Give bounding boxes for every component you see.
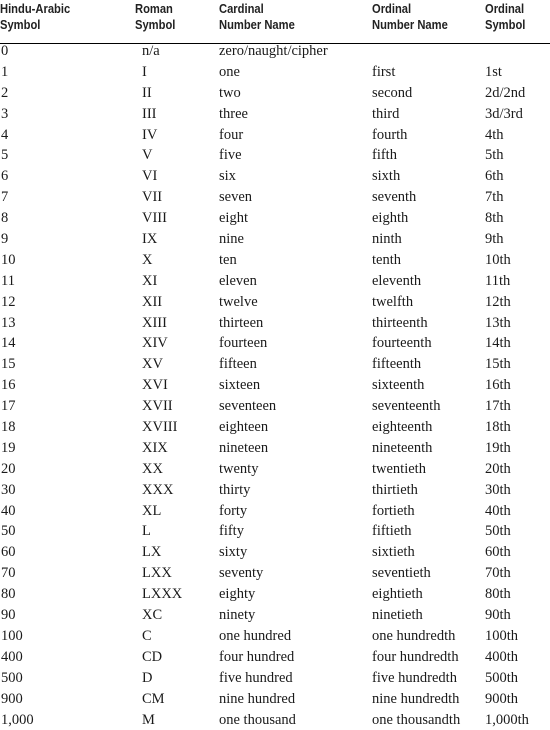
ordinal-symbol-cell: 13th [485,313,511,334]
table-row [0,396,550,417]
ordinal-name-cell: ninetieth [372,605,423,626]
hindu-arabic-cell: 5 [1,145,8,166]
roman-cell: LXX [142,563,172,584]
table-row [0,166,550,187]
table-row [0,501,550,522]
ordinal-name-cell: nine hundredth [372,689,459,710]
ordinal-name-cell: first [372,62,395,83]
roman-cell: D [142,668,152,689]
ordinal-symbol-cell: 4th [485,125,504,146]
table-row [0,647,550,668]
cardinal-cell: zero/naught/cipher [219,41,328,62]
table-row [0,313,550,334]
ordinal-name-cell: ninth [372,229,402,250]
ordinal-symbol-cell: 30th [485,480,511,501]
table-row [0,292,550,313]
roman-cell: II [142,83,152,104]
ordinal-symbol-cell: 500th [485,668,518,689]
header-line: Number Name [372,17,448,33]
table-row [0,145,550,166]
ordinal-symbol-cell: 3d/3rd [485,104,523,125]
roman-cell: LX [142,542,161,563]
roman-cell: n/a [142,41,160,62]
ordinal-symbol-cell: 10th [485,250,511,271]
hindu-arabic-cell: 15 [1,354,16,375]
ordinal-symbol-cell: 9th [485,229,504,250]
hindu-arabic-cell: 400 [1,647,23,668]
cardinal-cell: seventy [219,563,263,584]
roman-cell: XVII [142,396,173,417]
table-row [0,125,550,146]
roman-cell: XVI [142,375,168,396]
table-row [0,668,550,689]
ordinal-symbol-cell: 15th [485,354,511,375]
roman-cell: X [142,250,152,271]
ordinal-symbol-cell: 8th [485,208,504,229]
ordinal-name-cell: eleventh [372,271,421,292]
hindu-arabic-cell: 2 [1,83,8,104]
ordinal-name-cell: fortieth [372,501,415,522]
hindu-arabic-cell: 9 [1,229,8,250]
table-header [0,0,550,44]
cardinal-cell: six [219,166,236,187]
ordinal-symbol-cell: 12th [485,292,511,313]
table-row [0,563,550,584]
roman-cell: XX [142,459,163,480]
ordinal-name-cell: tenth [372,250,401,271]
cardinal-cell: five [219,145,242,166]
hindu-arabic-cell: 50 [1,521,16,542]
roman-cell: III [142,104,157,125]
ordinal-name-cell: eighteenth [372,417,432,438]
ordinal-symbol-cell: 80th [485,584,511,605]
ordinal-name-cell: nineteenth [372,438,432,459]
hindu-arabic-cell: 12 [1,292,16,313]
hindu-arabic-cell: 30 [1,480,16,501]
table-row [0,480,550,501]
ordinal-symbol-cell: 20th [485,459,511,480]
cardinal-cell: four hundred [219,647,294,668]
cardinal-cell: fifteen [219,354,257,375]
roman-cell: XV [142,354,163,375]
ordinal-name-cell: fourteenth [372,333,432,354]
table-row [0,521,550,542]
hindu-arabic-cell: 100 [1,626,23,647]
ordinal-name-cell: fifteenth [372,354,421,375]
header-line: Symbol [135,17,175,33]
ordinal-symbol-cell: 90th [485,605,511,626]
roman-cell: IV [142,125,157,146]
roman-cell: XIX [142,438,168,459]
ordinal-symbol-cell: 50th [485,521,511,542]
ordinal-symbol-cell: 17th [485,396,511,417]
hindu-arabic-cell: 900 [1,689,23,710]
cardinal-cell: nine hundred [219,689,295,710]
hindu-arabic-cell: 18 [1,417,16,438]
cardinal-cell: sixty [219,542,247,563]
cardinal-cell: seven [219,187,252,208]
cardinal-cell: fourteen [219,333,267,354]
header-line: Ordinal [485,1,525,17]
ordinal-name-cell: fifth [372,145,397,166]
cardinal-cell: fifty [219,521,244,542]
table-row [0,542,550,563]
ordinal-name-cell: seventh [372,187,416,208]
cardinal-cell: eighty [219,584,255,605]
header-line: Hindu-Arabic [0,1,70,17]
table-row [0,417,550,438]
cardinal-cell: twelve [219,292,258,313]
ordinal-name-cell: eighth [372,208,408,229]
hindu-arabic-cell: 8 [1,208,8,229]
table-row [0,104,550,125]
cardinal-cell: one [219,62,240,83]
roman-cell: I [142,62,147,83]
hindu-arabic-cell: 13 [1,313,16,334]
table-row [0,438,550,459]
hindu-arabic-cell: 10 [1,250,16,271]
header-line: Number Name [219,17,295,33]
roman-cell: VI [142,166,157,187]
table-row [0,626,550,647]
cardinal-cell: eleven [219,271,257,292]
ordinal-name-cell: third [372,104,399,125]
hindu-arabic-cell: 90 [1,605,16,626]
roman-cell: V [142,145,152,166]
header-line: Roman [135,1,175,17]
roman-cell: XIII [142,313,167,334]
cardinal-cell: nineteen [219,438,268,459]
ordinal-symbol-cell: 60th [485,542,511,563]
number-names-table [0,0,550,44]
cardinal-cell: sixteen [219,375,260,396]
ordinal-name-cell: sixth [372,166,400,187]
cardinal-cell: ten [219,250,237,271]
hindu-arabic-cell: 1 [1,62,8,83]
hindu-arabic-cell: 0 [1,41,8,62]
cardinal-cell: forty [219,501,247,522]
roman-cell: CD [142,647,162,668]
hindu-arabic-cell: 7 [1,187,8,208]
header-line: Symbol [0,17,70,33]
ordinal-name-cell: fourth [372,125,407,146]
ordinal-name-cell: five hundredth [372,668,457,689]
roman-cell: XVIII [142,417,177,438]
table-row [0,375,550,396]
hindu-arabic-cell: 19 [1,438,16,459]
hindu-arabic-cell: 4 [1,125,8,146]
table-row [0,459,550,480]
cardinal-cell: seventeen [219,396,276,417]
ordinal-symbol-cell: 1,000th [485,710,529,730]
hindu-arabic-cell: 11 [1,271,15,292]
roman-cell: XXX [142,480,173,501]
header-hindu-arabic-symbol [0,1,70,33]
table-row [0,250,550,271]
ordinal-name-cell: thirteenth [372,313,428,334]
ordinal-name-cell: second [372,83,412,104]
cardinal-cell: twenty [219,459,258,480]
cardinal-cell: ninety [219,605,255,626]
ordinal-symbol-cell: 11th [485,271,510,292]
hindu-arabic-cell: 16 [1,375,16,396]
table-row [0,584,550,605]
roman-cell: C [142,626,152,647]
table-row [0,41,550,62]
ordinal-symbol-cell: 7th [485,187,504,208]
header-roman-symbol [135,1,175,33]
ordinal-name-cell: seventeenth [372,396,440,417]
ordinal-symbol-cell: 70th [485,563,511,584]
ordinal-symbol-cell: 900th [485,689,518,710]
roman-cell: L [142,521,151,542]
hindu-arabic-cell: 1,000 [1,710,34,730]
header-line: Cardinal [219,1,295,17]
cardinal-cell: four [219,125,243,146]
roman-cell: XII [142,292,162,313]
ordinal-symbol-cell: 400th [485,647,518,668]
table-row [0,271,550,292]
ordinal-symbol-cell: 16th [485,375,511,396]
cardinal-cell: eight [219,208,248,229]
hindu-arabic-cell: 500 [1,668,23,689]
header-ordinal-symbol [485,1,525,33]
roman-cell: XC [142,605,162,626]
table-body [0,41,550,730]
cardinal-cell: eighteen [219,417,268,438]
roman-cell: LXXX [142,584,182,605]
roman-cell: M [142,710,155,730]
roman-cell: VII [142,187,162,208]
cardinal-cell: thirty [219,480,250,501]
cardinal-cell: five hundred [219,668,293,689]
hindu-arabic-cell: 40 [1,501,16,522]
ordinal-symbol-cell: 6th [485,166,504,187]
hindu-arabic-cell: 6 [1,166,8,187]
roman-cell: CM [142,689,165,710]
ordinal-symbol-cell: 2d/2nd [485,83,525,104]
hindu-arabic-cell: 20 [1,459,16,480]
ordinal-name-cell: seventieth [372,563,431,584]
cardinal-cell: nine [219,229,244,250]
hindu-arabic-cell: 3 [1,104,8,125]
cardinal-cell: one hundred [219,626,291,647]
header-line: Symbol [485,17,525,33]
ordinal-symbol-cell: 18th [485,417,511,438]
ordinal-symbol-cell: 19th [485,438,511,459]
roman-cell: VIII [142,208,167,229]
ordinal-symbol-cell: 5th [485,145,504,166]
ordinal-name-cell: twentieth [372,459,426,480]
hindu-arabic-cell: 80 [1,584,16,605]
table-row [0,689,550,710]
ordinal-symbol-cell: 14th [485,333,511,354]
ordinal-name-cell: twelfth [372,292,413,313]
ordinal-symbol-cell: 40th [485,501,511,522]
roman-cell: XIV [142,333,168,354]
roman-cell: XL [142,501,161,522]
ordinal-name-cell: eightieth [372,584,423,605]
ordinal-name-cell: one hundredth [372,626,455,647]
hindu-arabic-cell: 60 [1,542,16,563]
table-row [0,333,550,354]
ordinal-name-cell: thirtieth [372,480,418,501]
hindu-arabic-cell: 17 [1,396,16,417]
ordinal-symbol-cell: 100th [485,626,518,647]
ordinal-name-cell: sixtieth [372,542,415,563]
ordinal-name-cell: fiftieth [372,521,411,542]
ordinal-name-cell: four hundredth [372,647,459,668]
table-row [0,229,550,250]
cardinal-cell: three [219,104,248,125]
ordinal-symbol-cell: 1st [485,62,502,83]
table-row [0,62,550,83]
table-row [0,354,550,375]
table-row [0,710,550,730]
roman-cell: IX [142,229,157,250]
cardinal-cell: two [219,83,241,104]
cardinal-cell: one thousand [219,710,296,730]
ordinal-name-cell: sixteenth [372,375,424,396]
header-line: Ordinal [372,1,448,17]
hindu-arabic-cell: 14 [1,333,16,354]
table-row [0,605,550,626]
table-row [0,208,550,229]
ordinal-name-cell: one thousandth [372,710,460,730]
roman-cell: XI [142,271,157,292]
header-cardinal-number-name [219,1,295,33]
header-ordinal-number-name [372,1,448,33]
cardinal-cell: thirteen [219,313,263,334]
table-row [0,187,550,208]
hindu-arabic-cell: 70 [1,563,16,584]
table-row [0,83,550,104]
